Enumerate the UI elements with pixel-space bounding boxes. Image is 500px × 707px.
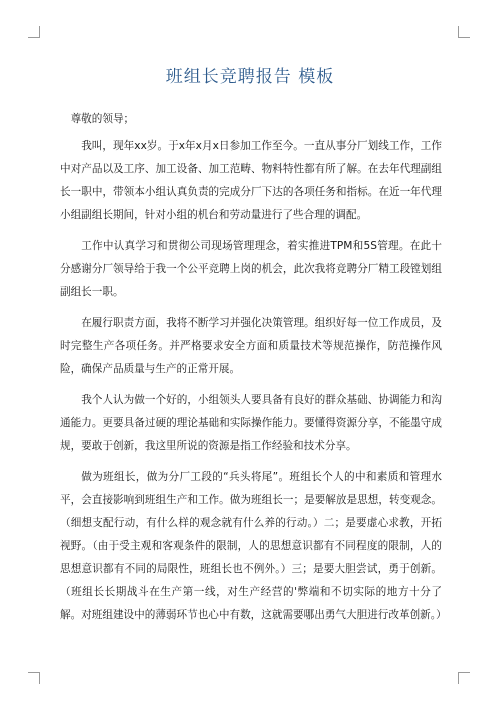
paragraph-introduction: 我叫，现年xx岁。于x年x月x日参加工作至今。一直从事分厂划线工作，工作中对产品以及工序、加工设备、加工范畴、物料特性都有所了解。在去年代理副组长一职中，带领本小组认真负责的完成分厂下达的各项任务和指标。在近一年代理小组副组长期间，针对小组的机台和劳动量进行了些合理的调配。 bbox=[60, 140, 442, 221]
paragraph-management-philosophy: 工作中认真学习和贯彻公司现场管理理念，着实推进TPM和5S管理。在此十分感谢分厂领导给于我一个公平竞聘上岗的机会，此次我将竞聘分厂精工段镗划组副组长一职。 bbox=[60, 240, 442, 298]
crop-mark-bottom-right bbox=[458, 672, 470, 684]
paragraph-leadership-qualities: 我个人认为做一个好的，小组领头人要具备有良好的群众基础、协调能力和沟通能力。更要具备过硬的理论基础和实际操作能力。要懂得资源分享，不能墨守成规，要敢于创新，我这里所说的资源是指工作经验和技术分享。 bbox=[60, 394, 442, 452]
document-title: 班组长竞聘报告 模板 bbox=[165, 67, 335, 87]
crop-mark-top-left bbox=[28, 26, 40, 38]
crop-mark-bottom-left bbox=[28, 672, 40, 684]
paragraph-duties: 在履行职责方面，我将不断学习并强化决策管理。组织好每一位工作成员，及时完整生产各项任务。并严格要求安全方面和质量技术等规范操作，防范操作风险，确保产品质量与生产的正常开展。 bbox=[60, 317, 442, 375]
crop-mark-top-right bbox=[458, 26, 470, 38]
document-body bbox=[60, 108, 447, 635]
salutation: 尊敬的领导； bbox=[70, 113, 135, 125]
paragraph-team-leader-role: 做为班组长，做为分厂工段的“兵头将尾”。班组长个人的中和素质和管理水平，会直接影响到班组生产和工作。做为班组长一；是要解放是思想，转变观念。（细想支配行动，有什么样的观念就有什么养的行动。）二；是要虚心求教，开拓视野。（由于受主观和客观条件的限制，人的思想意识都有不同程度的限制，人的思想意识都有不同的局限性，班组长也不例外。）三；是要大胆尝试，勇于创新。（班组长长期战斗在生产第一线，对生产经营的'弊端和不切实际的地方十分了解。对班组建设中的薄弱环节也心中有数，这就需要哪出勇气大胆进行改革创新。） bbox=[60, 471, 447, 621]
